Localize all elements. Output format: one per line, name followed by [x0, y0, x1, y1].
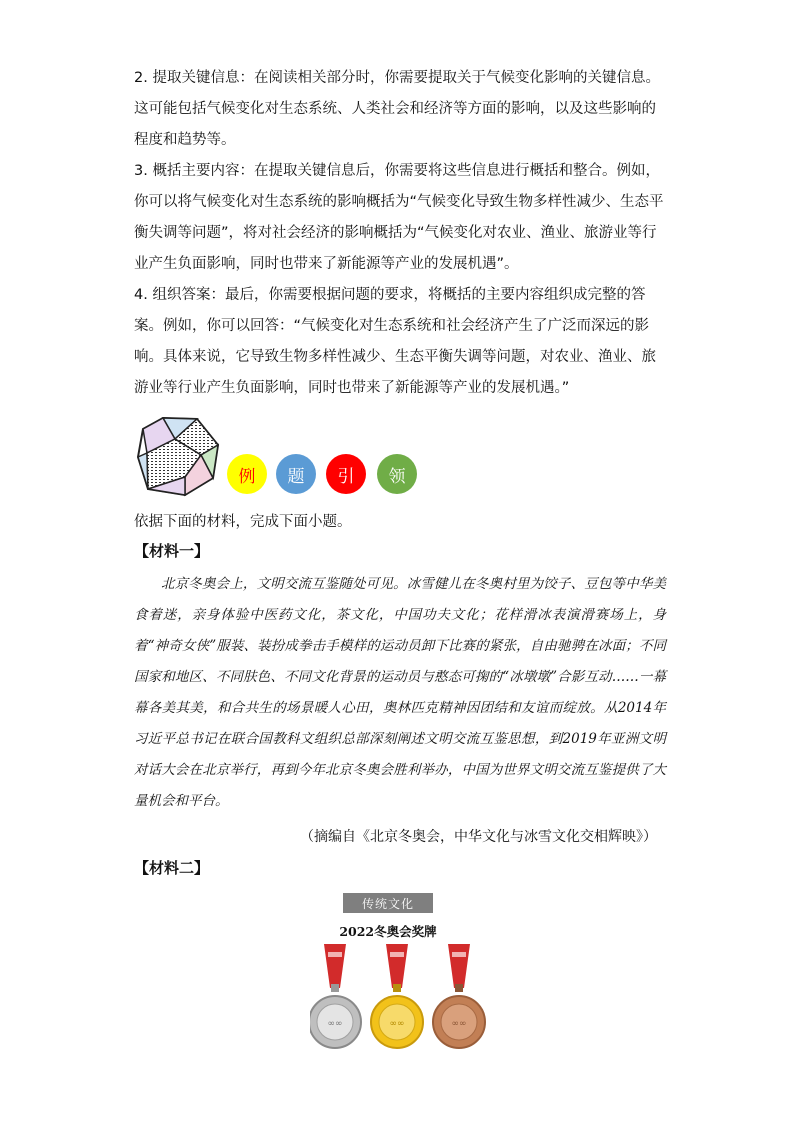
step-3-paragraph: 3. 概括主要内容：在提取关键信息后，你需要将这些信息进行概括和整合。例如，你可以将气候变化对生态系统的影响概括为“气候变化导致生物多样性减少、生态平衡失调等问题”，将对社会经济的影响概括为“气候变化对农业、渔业、旅游业等行业产生负面影响，同时也带来了新能源等产业的发展机遇”。: [134, 163, 664, 272]
svg-text:∞∞: ∞∞: [389, 1019, 405, 1029]
traditional-culture-tag: 传统文化: [343, 893, 433, 913]
material-1-source: （摘编自《北京冬奥会，中华文化与冰雪文化交相辉映》）: [300, 829, 657, 845]
banner-circle-2: 题: [276, 454, 316, 494]
step-2-paragraph: 2. 提取关键信息：在阅读相关部分时，你需要提取关于气候变化影响的关键信息。这可能包括气候变化对生态系统、人类社会和经济等方面的影响，以及这些影响的程度和趋势等。: [134, 70, 660, 148]
icosahedron-icon: [135, 415, 221, 497]
material-1-body: 北京冬奥会上，文明交流互鉴随处可见。冰雪健儿在冬奥村里为饺子、豆包等中华美食着迷，亲身体验中医药文化，茶文化，中国功夫文化；花样滑冰表演滑赛场上，身着“神奇女侠”服装、装扮成拳击手模样的运动员卸下比赛的紧张，自由驰骋在冰面；不同国家和地区、不同肤色、不同文化背景的运动员与憨态可掬的“冰墩墩”合影互动……一幕幕各美其美，和合共生的场景暖人心田，奥林匹克精神因团结和友谊而绽放。从2014年习近平总书记在联合国教科文组织总部深刻阐述文明交流互鉴思想，到2019年亚洲文明对话大会在北京举行，再到今年北京冬奥会胜利举办，中国为世界文明交流互鉴提供了大量机会和平台。: [134, 576, 666, 809]
gold-medal-icon: [371, 944, 423, 1048]
bronze-medal-icon: [433, 944, 485, 1048]
silver-medal-icon: [310, 944, 361, 1048]
banner-circle-3: 引: [326, 454, 366, 494]
instruction-text: 依据下面的材料，完成下面小题。: [134, 514, 352, 530]
material-2-title: 【材料二】: [134, 859, 210, 877]
step-4-paragraph: 4. 组织答案：最后，你需要根据问题的要求，将概括的主要内容组织成完整的答案。例如，你可以回答：“气候变化对生态系统和社会经济产生了广泛而深远的影响。具体来说，它导致生物多样性减少、生态平衡失调等问题，对农业、渔业、旅游业等行业产生负面影响，同时也带来了新能源等产业的发展机遇。”: [134, 287, 656, 396]
material-1-title: 【材料一】: [134, 542, 210, 560]
medals-image: [310, 944, 490, 1056]
medal-caption: 2022冬奥会奖牌: [339, 924, 437, 939]
banner-circle-1: 例: [227, 454, 267, 494]
svg-text:∞∞: ∞∞: [451, 1019, 467, 1029]
banner-circle-4: 领: [377, 454, 417, 494]
svg-text:∞∞: ∞∞: [327, 1019, 343, 1029]
